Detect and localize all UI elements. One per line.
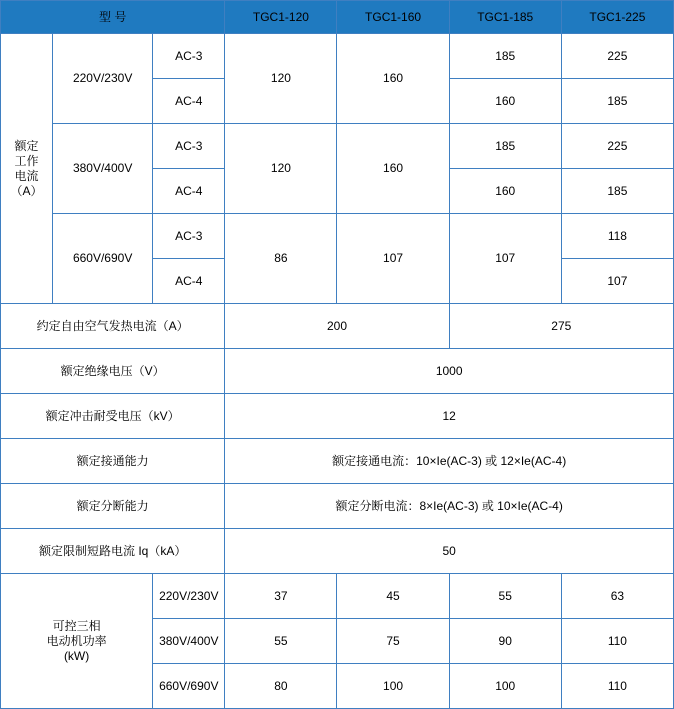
header-model-1: TGC1-120 — [225, 1, 337, 34]
table-row — [1, 529, 674, 574]
table-row — [1, 214, 674, 259]
table-row — [1, 124, 674, 169]
current-660-ac4-tgc225: 107 — [561, 259, 673, 304]
current-380-tgc160: 160 — [337, 124, 449, 214]
impulse-voltage-value: 12 — [225, 394, 674, 439]
voltage-group-380: 380V/400V — [53, 124, 153, 214]
current-380-ac3-tgc225: 225 — [561, 124, 673, 169]
motor-power-label-line-3: (kW) — [63, 648, 90, 663]
table-row — [1, 349, 674, 394]
table-row — [1, 439, 674, 484]
current-220-ac3-tgc225: 225 — [561, 34, 673, 79]
current-380-ac3-tgc185: 185 — [449, 124, 561, 169]
header-model-3: TGC1-185 — [449, 1, 561, 34]
table-row — [1, 34, 674, 79]
making-capacity-label: 额定接通能力 — [1, 439, 225, 484]
impulse-voltage-label: 额定冲击耐受电压（kV） — [1, 394, 225, 439]
breaking-capacity-label: 额定分断能力 — [1, 484, 225, 529]
motor-power-380-tgc120: 55 — [225, 619, 337, 664]
current-220-ac4-tgc225: 185 — [561, 79, 673, 124]
short-circuit-current-value: 50 — [225, 529, 674, 574]
current-220-ac4-tgc185: 160 — [449, 79, 561, 124]
rated-current-label-line-1: 额定 — [14, 138, 39, 153]
utilization-category-ac3: AC-3 — [153, 34, 225, 79]
motor-power-220-tgc160: 45 — [337, 574, 449, 619]
utilization-category-ac4: AC-4 — [153, 169, 225, 214]
table-header-row — [1, 1, 674, 34]
current-380-ac4-tgc225: 185 — [561, 169, 673, 214]
motor-power-380-tgc225: 110 — [561, 619, 673, 664]
making-capacity-value: 额定接通电流：10×Ie(AC-3) 或 12×Ie(AC-4) — [225, 439, 674, 484]
motor-voltage-660: 660V/690V — [153, 664, 225, 709]
motor-power-220-tgc225: 63 — [561, 574, 673, 619]
insulation-voltage-value: 1000 — [225, 349, 674, 394]
header-model-2: TGC1-160 — [337, 1, 449, 34]
motor-power-label — [1, 574, 153, 709]
short-circuit-current-label: 额定限制短路电流 Iq（kA） — [1, 529, 225, 574]
current-380-ac4-tgc185: 160 — [449, 169, 561, 214]
motor-power-660-tgc120: 80 — [225, 664, 337, 709]
voltage-group-220: 220V/230V — [53, 34, 153, 124]
utilization-category-ac4: AC-4 — [153, 259, 225, 304]
thermal-current-value-2: 275 — [449, 304, 673, 349]
motor-power-380-tgc185: 90 — [449, 619, 561, 664]
utilization-category-ac4: AC-4 — [153, 79, 225, 124]
current-660-tgc160: 107 — [337, 214, 449, 304]
rated-current-label-line-4: （A） — [10, 183, 43, 198]
motor-power-660-tgc185: 100 — [449, 664, 561, 709]
current-660-tgc120: 86 — [225, 214, 337, 304]
header-model-4: TGC1-225 — [561, 1, 673, 34]
motor-power-660-tgc160: 100 — [337, 664, 449, 709]
header-model-label: 型 号 — [1, 1, 225, 34]
motor-power-220-tgc120: 37 — [225, 574, 337, 619]
current-220-tgc120: 120 — [225, 34, 337, 124]
motor-power-380-tgc160: 75 — [337, 619, 449, 664]
rated-current-label — [1, 34, 53, 304]
current-220-tgc160: 160 — [337, 34, 449, 124]
table-row — [1, 484, 674, 529]
utilization-category-ac3: AC-3 — [153, 214, 225, 259]
current-220-ac3-tgc185: 185 — [449, 34, 561, 79]
rated-current-label-line-2: 工作 — [14, 153, 39, 168]
thermal-current-value-1: 200 — [225, 304, 449, 349]
table-row — [1, 394, 674, 439]
utilization-category-ac3: AC-3 — [153, 124, 225, 169]
motor-power-label-line-1: 可控三相 — [52, 618, 101, 633]
breaking-capacity-value: 额定分断电流：8×Ie(AC-3) 或 10×Ie(AC-4) — [225, 484, 674, 529]
current-380-tgc120: 120 — [225, 124, 337, 214]
motor-power-label-line-2: 电动机功率 — [46, 633, 107, 648]
thermal-current-label: 约定自由空气发热电流（A） — [1, 304, 225, 349]
table-row — [1, 304, 674, 349]
current-660-tgc185: 107 — [449, 214, 561, 304]
voltage-group-660: 660V/690V — [53, 214, 153, 304]
motor-power-220-tgc185: 55 — [449, 574, 561, 619]
motor-voltage-380: 380V/400V — [153, 619, 225, 664]
table-row — [1, 574, 674, 619]
motor-voltage-220: 220V/230V — [153, 574, 225, 619]
motor-power-660-tgc225: 110 — [561, 664, 673, 709]
current-660-ac3-tgc225: 118 — [561, 214, 673, 259]
rated-current-label-line-3: 电流 — [14, 168, 39, 183]
insulation-voltage-label: 额定绝缘电压（V） — [1, 349, 225, 394]
